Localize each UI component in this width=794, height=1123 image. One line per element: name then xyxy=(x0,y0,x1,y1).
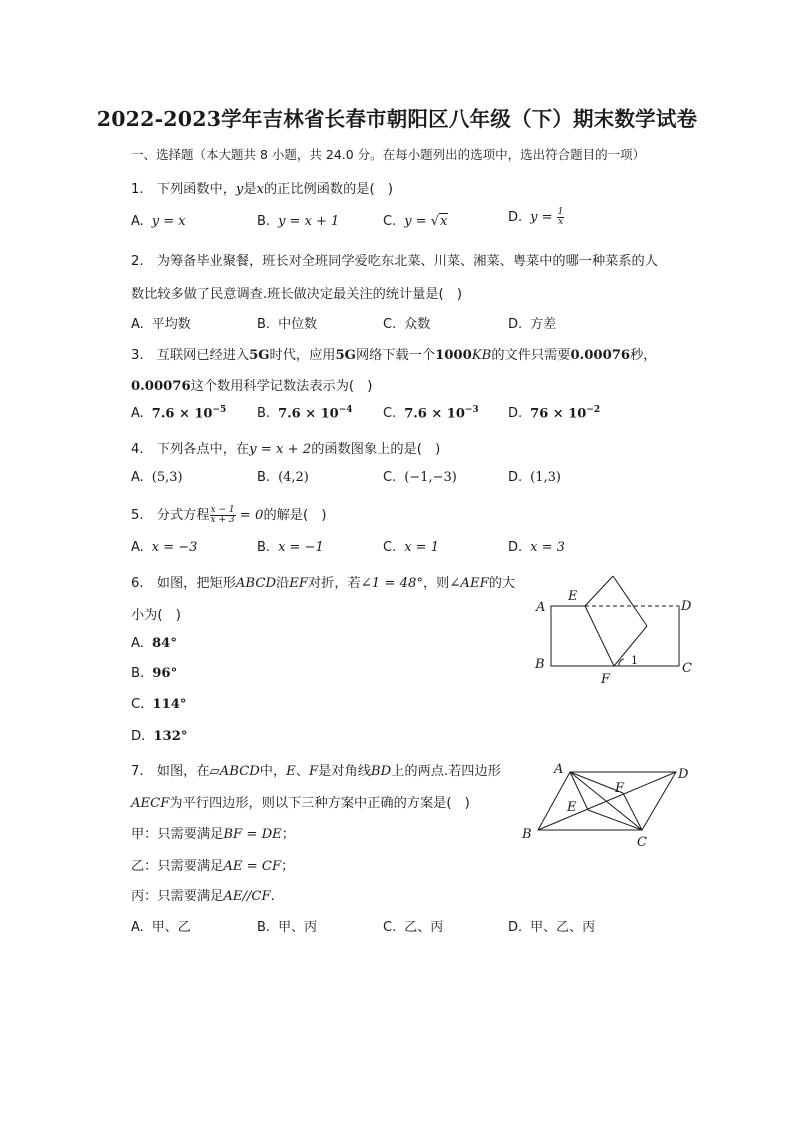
option-label: A. xyxy=(131,636,144,651)
q1-option-b[interactable] xyxy=(257,214,339,229)
point-e: E xyxy=(567,800,577,815)
q6-text: 6. 如图，把矩形 xyxy=(131,576,236,591)
option-text: (1,3) xyxy=(530,470,561,485)
point-f: F xyxy=(601,672,611,687)
q3-option-c[interactable] xyxy=(383,405,479,421)
option-label: C. xyxy=(383,214,397,229)
q6-ef: EF xyxy=(289,576,308,591)
folded-edge-2 xyxy=(613,576,647,626)
q3-option-b[interactable] xyxy=(257,405,353,421)
q4-option-a[interactable] xyxy=(131,470,183,485)
q7-text: 、 xyxy=(295,764,309,779)
option-label: B. xyxy=(257,214,271,229)
vertex-d: D xyxy=(678,767,689,782)
q5-fraction xyxy=(210,506,236,525)
vertex-a: A xyxy=(554,762,564,777)
q5-option-c[interactable] xyxy=(383,540,439,555)
vertex-d: D xyxy=(681,599,692,614)
radicand: x xyxy=(440,214,448,229)
option-label: A. xyxy=(131,317,144,332)
point-f: F xyxy=(615,781,625,796)
question-3-line-1 xyxy=(131,344,656,363)
option-label: C. xyxy=(383,540,397,555)
option-text: 84° xyxy=(151,636,177,651)
q1-option-c[interactable] xyxy=(383,214,448,229)
q5-text: 5. 分式方程 xyxy=(131,508,210,523)
q4-expr: y = x + 2 xyxy=(249,442,312,457)
vertex-b: B xyxy=(535,657,545,672)
q5-option-a[interactable] xyxy=(131,540,197,555)
q7-e: E xyxy=(286,764,296,779)
q3-text: 这个数用科学记数法表示为( ) xyxy=(190,379,373,394)
option-label: C. xyxy=(383,406,397,422)
option-exponent: −3 xyxy=(464,405,479,415)
question-3-line-2 xyxy=(131,375,372,394)
plan-text: 乙：只需要满足 xyxy=(131,859,224,874)
numerator: x − 1 xyxy=(210,504,235,515)
q6-abcd: ABCD xyxy=(235,576,277,591)
q1-option-a[interactable] xyxy=(131,214,186,229)
diagonal-bd xyxy=(538,772,676,830)
q6-option-a[interactable] xyxy=(131,636,177,651)
option-text: (5,3) xyxy=(151,470,183,485)
q5-option-b[interactable] xyxy=(257,540,324,555)
angle-1-arc xyxy=(619,659,624,666)
q7-text: 中， xyxy=(259,764,287,779)
q1-text-b: 是 xyxy=(243,182,257,197)
q1-var-x: x xyxy=(256,182,264,197)
q7-aecf: AECF xyxy=(131,796,170,811)
q7-option-c[interactable] xyxy=(383,916,443,935)
option-text: (−1,−3) xyxy=(404,470,457,485)
q7-f: F xyxy=(309,764,319,779)
folded-edge-1 xyxy=(585,576,613,606)
option-label: B. xyxy=(257,470,271,485)
q5-equals: = 0 xyxy=(235,508,264,523)
crease-ef xyxy=(585,606,614,666)
question-6-line-1 xyxy=(131,572,515,591)
q1-option-d[interactable] xyxy=(508,208,564,227)
fraction xyxy=(557,208,565,227)
q6-text: 对折，若 xyxy=(308,576,361,591)
option-text: 甲、乙 xyxy=(151,920,191,935)
plan-punct: ； xyxy=(281,827,295,842)
option-label: C. xyxy=(131,697,145,712)
sqrt-sign: √x xyxy=(430,214,448,229)
option-text: x = 3 xyxy=(530,540,565,555)
q4-option-d[interactable] xyxy=(508,470,561,485)
option-text: 甲、乙、丙 xyxy=(530,920,596,935)
option-text: 乙、丙 xyxy=(404,920,444,935)
q6-option-b[interactable] xyxy=(131,666,177,681)
option-text: 中位数 xyxy=(278,317,318,332)
q6-text: 的大 xyxy=(488,576,516,591)
question-7-line-2 xyxy=(131,792,470,811)
option-label: D. xyxy=(508,920,523,935)
option-base: 7.6 × 10 xyxy=(151,406,213,422)
option-text: y = xyxy=(530,210,557,225)
option-text: 方差 xyxy=(530,317,557,332)
option-label: B. xyxy=(257,317,271,332)
option-label: D. xyxy=(131,729,146,744)
numerator: 1 xyxy=(557,207,564,217)
option-text: x = −3 xyxy=(151,540,198,555)
q6-option-c[interactable] xyxy=(131,697,187,712)
q4-text: 4. 下列各点中，在 xyxy=(131,442,250,457)
option-text: 132° xyxy=(153,729,188,744)
q6-aef: ∠AEF xyxy=(449,576,489,591)
q5-text-b: 的解是( ) xyxy=(263,508,327,523)
option-text: x = 1 xyxy=(404,540,439,555)
point-e: E xyxy=(568,589,578,604)
q3-text: 秒， xyxy=(630,348,657,363)
option-label: D. xyxy=(508,406,523,422)
q3-text: 的文件只需要 xyxy=(491,348,571,363)
q4-option-b[interactable] xyxy=(257,470,309,485)
vertex-c: C xyxy=(682,661,692,676)
option-label: A. xyxy=(131,470,144,485)
plan-expr: AE = CF xyxy=(223,859,282,874)
q5-option-d[interactable] xyxy=(508,540,565,555)
option-text: 众数 xyxy=(404,317,431,332)
option-text: 96° xyxy=(152,666,178,681)
option-base: 7.6 × 10 xyxy=(404,406,465,422)
segment-ec xyxy=(588,810,642,830)
option-text: y = x xyxy=(151,214,186,229)
q6-figure xyxy=(525,568,705,688)
q3-option-a[interactable] xyxy=(131,405,226,421)
q2-option-c[interactable] xyxy=(383,313,430,332)
q3-value: 0.00076 xyxy=(131,379,191,394)
q3-option-d[interactable] xyxy=(508,405,600,421)
q2-option-b[interactable] xyxy=(257,313,317,332)
plan-expr: BF = DE xyxy=(223,827,282,842)
q7-option-b[interactable] xyxy=(257,916,317,935)
option-label: B. xyxy=(257,920,271,935)
option-label: A. xyxy=(131,406,144,422)
q2-option-a[interactable] xyxy=(131,313,191,332)
denominator: x + 3 xyxy=(210,514,235,525)
q1-var-y: y xyxy=(235,182,244,197)
option-label: B. xyxy=(257,406,271,422)
option-exponent: −2 xyxy=(586,405,601,415)
q3-number: 1000 xyxy=(435,348,472,363)
question-4 xyxy=(131,438,440,457)
question-1 xyxy=(131,178,393,197)
q7-abcd: ▱ABCD xyxy=(209,764,260,779)
vertex-c: C xyxy=(637,835,647,850)
q3-5g: 5G xyxy=(335,348,356,363)
option-label: A. xyxy=(131,214,144,229)
option-label: A. xyxy=(131,920,144,935)
q7-bd: BD xyxy=(370,764,392,779)
option-exponent: −5 xyxy=(212,405,227,415)
q6-option-d[interactable] xyxy=(131,729,187,744)
option-label: B. xyxy=(257,540,271,555)
q3-text: 时代，应用 xyxy=(269,348,336,363)
option-exponent: −4 xyxy=(338,405,353,415)
q7-text: 为平行四边形，则以下三种方案中正确的方案是( ) xyxy=(169,796,470,811)
q6-text: ，则 xyxy=(423,576,450,591)
option-label: C. xyxy=(383,920,397,935)
q4-text-b: 的函数图象上的是( ) xyxy=(311,442,441,457)
option-label: A. xyxy=(131,540,144,555)
rectangle-abcd xyxy=(551,606,679,666)
diagonal-ac xyxy=(570,772,642,830)
question-6-line-2: 小为( ) xyxy=(131,608,181,623)
option-base: 76 × 10 xyxy=(530,406,587,422)
option-base: 7.6 × 10 xyxy=(278,406,339,422)
question-7-line-1 xyxy=(131,760,501,779)
plan-text: 丙：只需要满足 xyxy=(131,889,224,904)
option-text: 114° xyxy=(152,697,187,712)
q3-5g: 5G xyxy=(249,348,270,363)
option-label: D. xyxy=(508,470,523,485)
vertex-a: A xyxy=(536,600,546,615)
option-label: C. xyxy=(383,470,397,485)
q7-plan-bing xyxy=(131,885,275,904)
option-text: y = xyxy=(404,214,431,229)
q7-plan-jia xyxy=(131,823,295,842)
vertex-b: B xyxy=(522,827,532,842)
q7-plan-yi xyxy=(131,855,294,874)
option-text: 平均数 xyxy=(151,317,191,332)
plan-expr: AE//CF xyxy=(223,889,271,904)
option-label: B. xyxy=(131,666,145,681)
option-text: x = −1 xyxy=(278,540,324,555)
angle-1-label: 1 xyxy=(631,654,638,667)
question-2-line-2: 数比较多做了民意调查.班长做决定最关注的统计量是( ) xyxy=(131,287,462,302)
exam-title: 2022-2023学年吉林省长春市朝阳区八年级（下）期末数学试卷 xyxy=(96,107,698,131)
q6-angle: ∠1 = 48° xyxy=(360,576,423,591)
q1-text: 1. 下列函数中， xyxy=(131,182,236,197)
q3-unit: KB xyxy=(471,348,492,363)
q7-option-d[interactable] xyxy=(508,916,595,935)
option-label: D. xyxy=(508,210,523,225)
q6-text: 沿 xyxy=(276,576,290,591)
q3-value: 0.00076 xyxy=(570,348,631,363)
option-label: C. xyxy=(383,317,397,332)
q7-option-a[interactable] xyxy=(131,916,191,935)
denominator: x xyxy=(558,217,564,227)
q7-text: 是对角线 xyxy=(318,764,371,779)
q3-text: 网络下载一个 xyxy=(355,348,436,363)
q2-option-d[interactable] xyxy=(508,313,556,332)
q7-figure xyxy=(518,758,703,853)
option-text: y = x + 1 xyxy=(278,214,340,229)
q4-option-c[interactable] xyxy=(383,470,457,485)
q7-text: 上的两点.若四边形 xyxy=(391,764,501,779)
q1-text-c: 的正比例函数的是( ) xyxy=(263,182,393,197)
section-heading: 一、选择题（本大题共 8 小题，共 24.0 分。在每小题列出的选项中，选出符合题目的一项） xyxy=(131,147,646,162)
option-label: D. xyxy=(508,317,523,332)
plan-punct: ； xyxy=(281,859,295,874)
q3-text: 3. 互联网已经进入 xyxy=(131,348,250,363)
option-label: D. xyxy=(508,540,523,555)
plan-text: 甲：只需要满足 xyxy=(131,827,224,842)
question-5 xyxy=(131,504,326,525)
plan-punct: . xyxy=(270,889,275,904)
option-text: (4,2) xyxy=(278,470,309,485)
option-text: 甲、丙 xyxy=(278,920,318,935)
q7-text: 7. 如图，在 xyxy=(131,764,210,779)
question-2-line-1: 2. 为筹备毕业聚餐，班长对全班同学爱吃东北菜、川菜、湘菜、粤菜中的哪一种菜系的人 xyxy=(131,254,658,269)
